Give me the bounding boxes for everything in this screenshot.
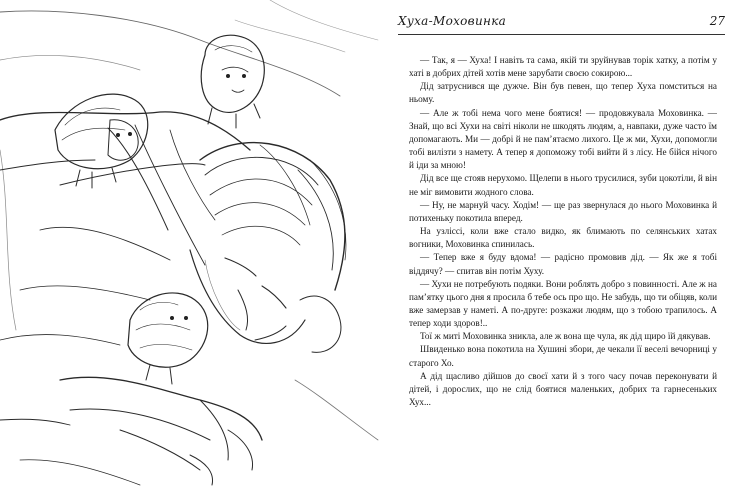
paragraph: — Так, я — Хуха! І навіть та сама, якій ти зруйнував торік хатку, а потім у хаті в добрих дітей хотів мене зарубати своєю сокирою... (409, 55, 717, 79)
body-text (409, 54, 717, 409)
paragraph: А дід щасливо дійшов до своєї хати й з того часу почав переконувати й дітей, і дорослих, що не слід боятися маленьких, добрих та гарнесеньких Хух... (409, 370, 717, 408)
huha-creature-top (201, 35, 264, 128)
huha-creature-bottom (128, 293, 208, 384)
text-page (380, 0, 750, 494)
paragraph: — Хухи не потребують подяки. Вони роблять добро з повинності. Але ж на пам’ятку цього дня я просила б тебе ось про що. Не забудь, що ти обіцяв, коли вже замерзав у наметі. А по-друге: розкажи людям, що з тобою трапилось. А тепер ходи здоров!.. (409, 278, 718, 329)
paragraph: Тої ж миті Моховинка зникла, але ж вона ще чула, як дід щиро їй дякував. (420, 331, 711, 342)
paragraph: — Тепер вже я буду вдома! — радісно промовив дід. — Як же я тобі віддячу? — спитав він потім Хуху. (409, 252, 717, 276)
paragraph: Дід все ще стояв нерухомо. Щелепи в нього трусилися, зуби цокотіли, й він не міг вимовити жодного слова. (409, 173, 717, 197)
running-head (398, 14, 725, 35)
page-number: 27 (709, 14, 725, 28)
paragraph: Дід затруснився ще дужче. Він був певен, що тепер Хуха помститься на ньому. (409, 81, 717, 105)
paragraph: — Ну, не марнуй часу. Ходім! — ще раз звернулася до нього Моховинка й потихеньку покотила вперед. (409, 199, 717, 223)
huha-creature-left (55, 94, 148, 188)
paragraph: — Але ж тобі нема чого мене боятися! — продовжувала Моховинка. — Знай, що всі Хухи на світі ніколи не шкодять людям, а, навпаки, дуже часто їм допомагають. Ми — добрі й не пам’ятаємо лихого. Це ж ми, Хухи, допомогли тобі вилізти з намету. А тепер я допоможу тобі вийти й з лісу. Не бійся нічого й іди за мною! (409, 107, 717, 171)
paragraph: На узліссі, коли вже стало видко, як блимають по селянських хатах вогники, Моховинка спинилась. (409, 226, 717, 250)
running-title: Хуха-Моховинка (398, 14, 507, 28)
paragraph: Швиденько вона покотила на Хушині збори, де чекали її веселі вечорниці у старого Хо. (409, 344, 717, 368)
